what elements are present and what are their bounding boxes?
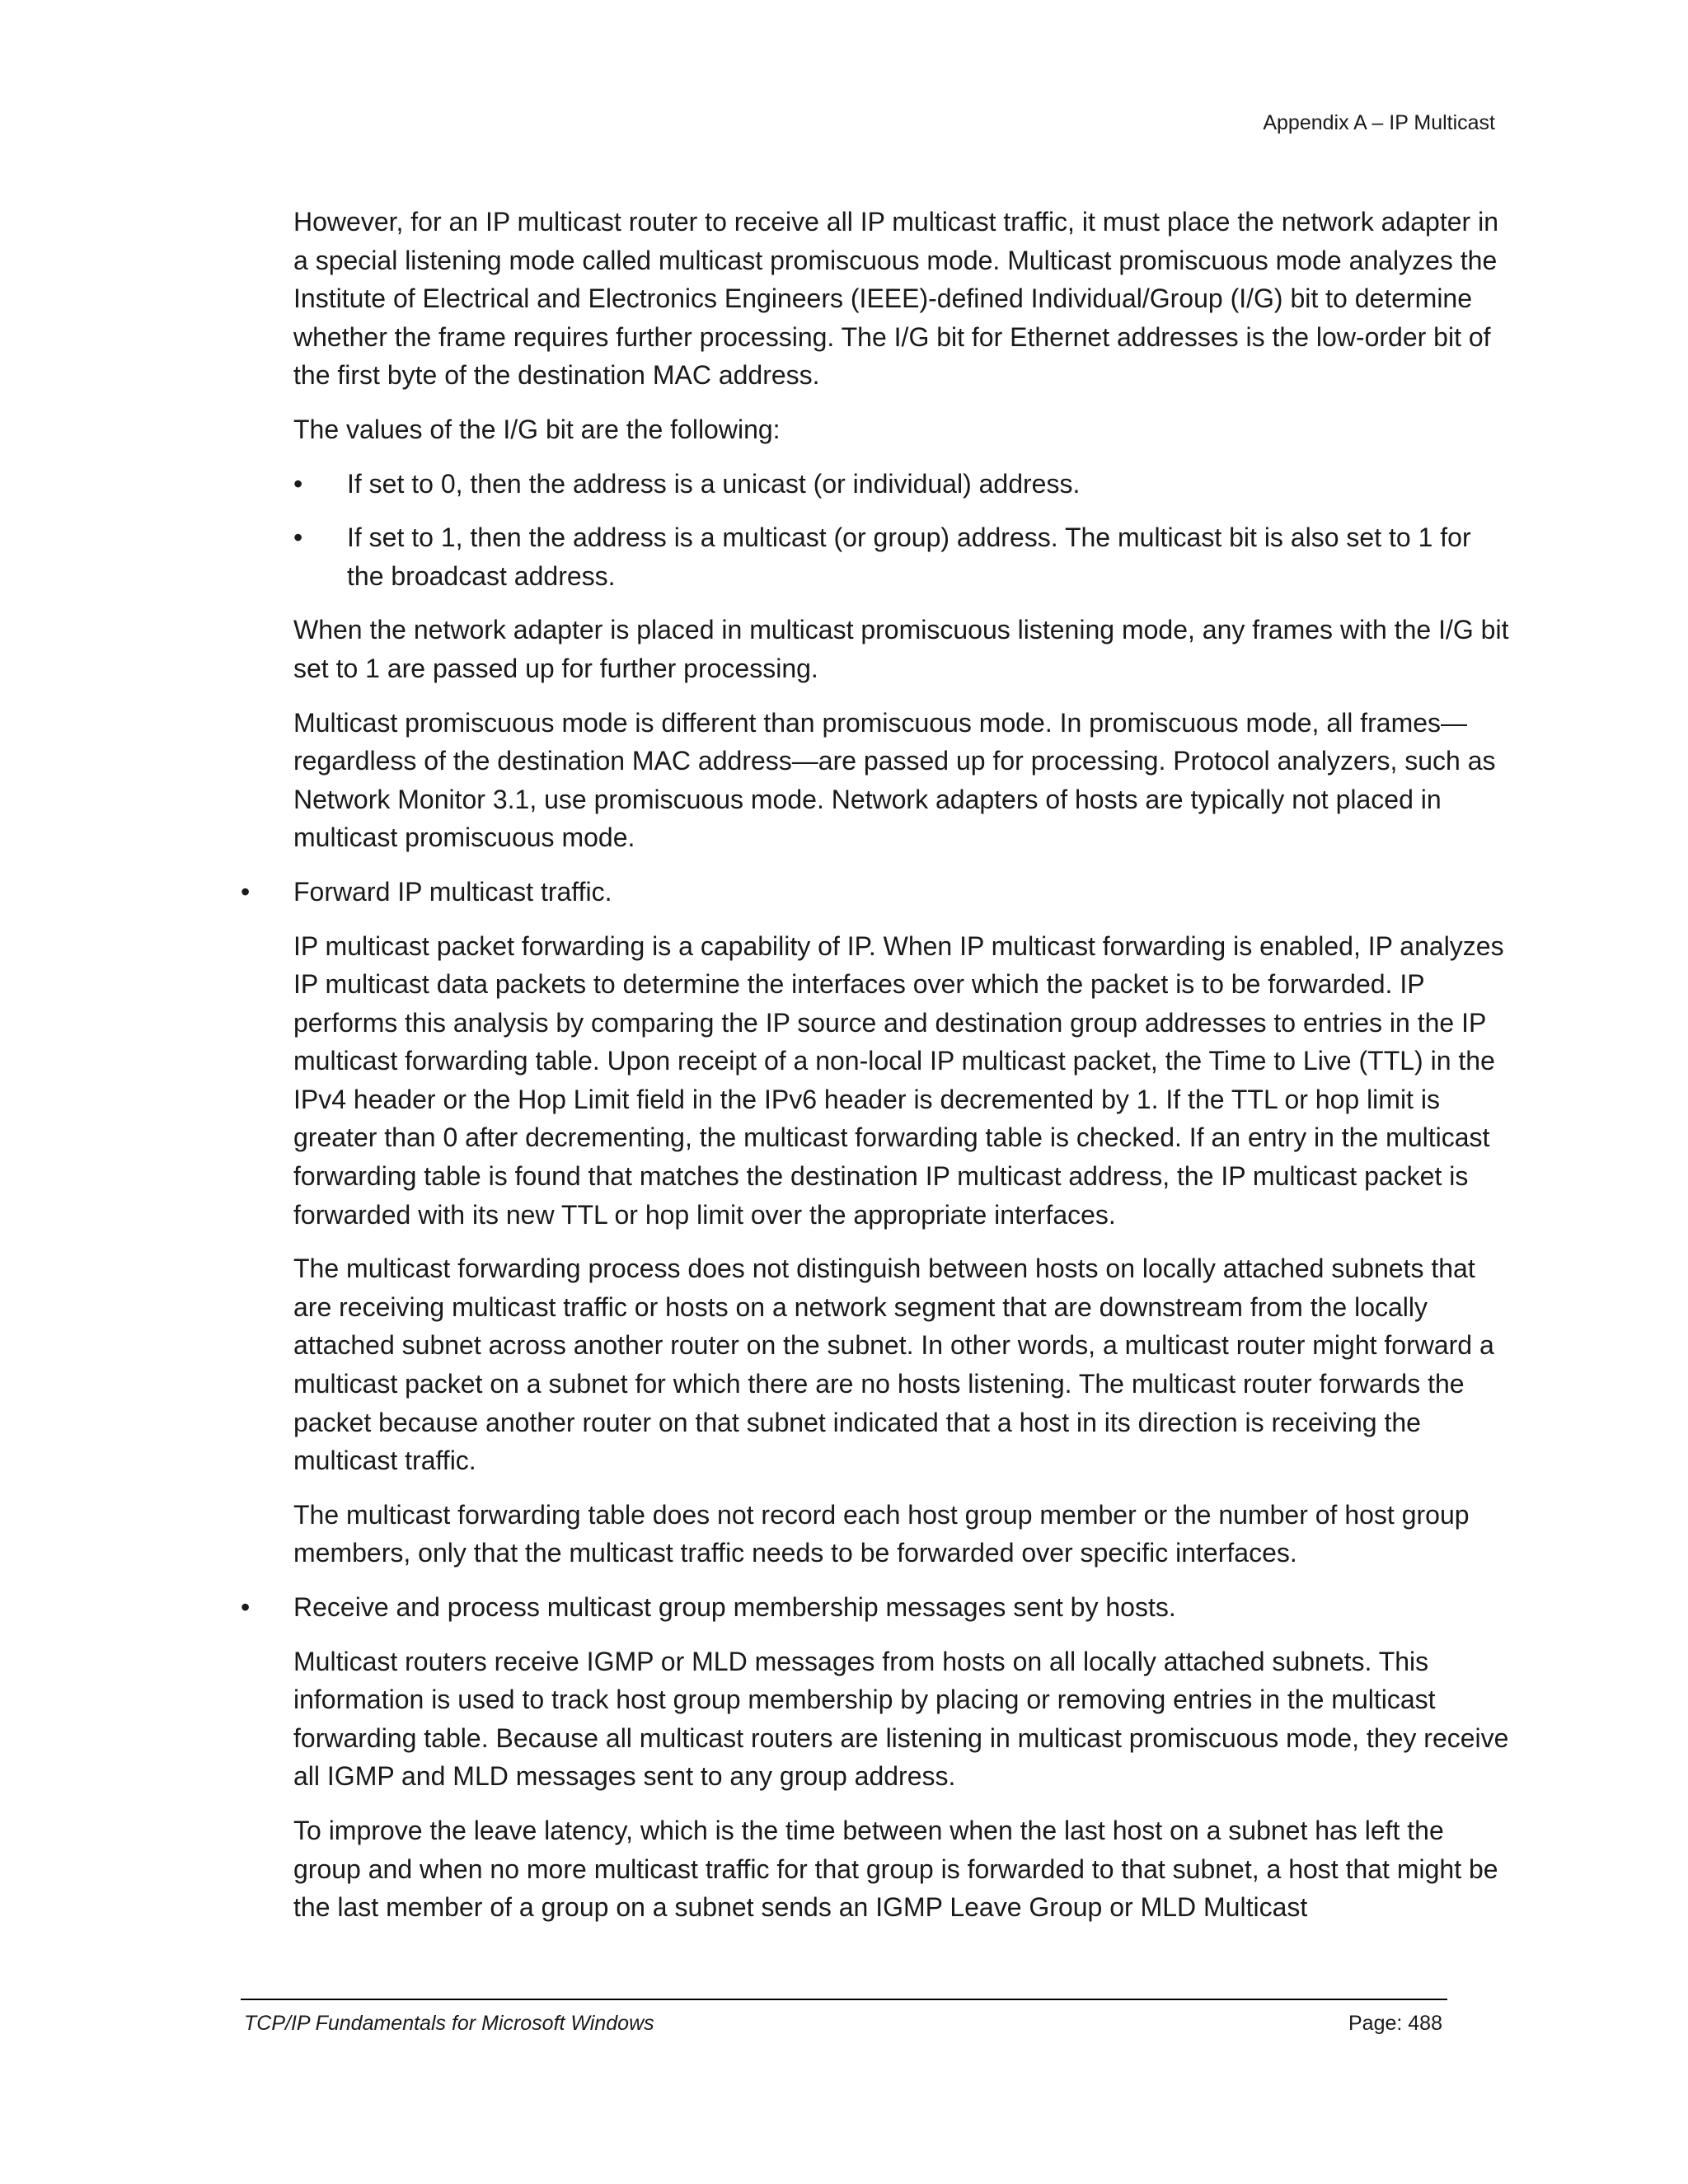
list-item-text: If set to 1, then the address is a multicast (or group) address. The multicast bit is also set to 1 for the broadcast address. bbox=[347, 523, 1471, 591]
paragraph-promiscuous-difference: Multicast promiscuous mode is different than promiscuous mode. In promiscuous mode, all frames—regardless of the destination MAC address—are passed up for processing. Protocol analyzers, such as Network Monitor 3.1, use promiscuous mode. Network adapters of hosts are typically not placed in multicast promiscuous mode. bbox=[293, 707, 1496, 853]
bullet-icon: • bbox=[241, 1592, 251, 1622]
bullet-icon: • bbox=[293, 523, 303, 553]
paragraph-ig-values-intro: The values of the I/G bit are the following: bbox=[293, 414, 781, 444]
list-item-receive-membership bbox=[241, 1588, 1514, 1627]
page-body bbox=[241, 203, 1514, 1943]
bullet-icon: • bbox=[293, 468, 303, 499]
list-item-text: Receive and process multicast group membership messages sent by hosts. bbox=[293, 1592, 1176, 1622]
paragraph-forwarding-table: The multicast forwarding table does not record each host group member or the number of host group members, only that the multicast traffic needs to be forwarded over specific interfaces. bbox=[293, 1499, 1470, 1568]
list-item-forward-traffic bbox=[241, 873, 1514, 912]
list-item-text: If set to 0, then the address is a unicast (or individual) address. bbox=[347, 468, 1081, 499]
footer-divider bbox=[241, 1999, 1447, 2000]
paragraph-leave-latency: To improve the leave latency, which is the time between when the last host on a subnet has left the group and when no more multicast traffic for that group is forwarded to that subnet, a host that might be the last member of a group on a subnet sends an IGMP Leave Group or MLD Multicast bbox=[293, 1815, 1498, 1923]
list-item-text: Forward IP multicast traffic. bbox=[293, 876, 612, 907]
footer-book-title: TCP/IP Fundamentals for Microsoft Windows bbox=[244, 2012, 654, 2035]
paragraph-listening-mode: When the network adapter is placed in multicast promiscuous listening mode, any frames with the I/G bit set to 1 are passed up for further processing. bbox=[293, 615, 1509, 683]
paragraph-igmp-mld-messages: Multicast routers receive IGMP or MLD messages from hosts on all locally attached subnets. This information is used to track host group membership by placing or removing entries in the multicast forwarding table. Because all multicast routers are listening in multicast promiscuous mode, they receive all IGMP and MLD messages sent to any group address. bbox=[293, 1646, 1509, 1792]
footer-page-number: Page: 488 bbox=[1348, 2012, 1442, 2035]
running-header: Appendix A – IP Multicast bbox=[1263, 111, 1495, 134]
list-item-ig-one bbox=[293, 518, 1514, 595]
bullet-icon: • bbox=[241, 876, 251, 907]
paragraph-forwarding-process: The multicast forwarding process does not distinguish between hosts on locally attached subnets that are receiving multicast traffic or hosts on a network segment that are downstream from the locally attached subnet across another router on the subnet. In other words, a multicast router might forward a multicast packet on a subnet for which there are no hosts listening. The multicast router forwards the packet because another router on that subnet indicated that a host in its direction is receiving the multicast traffic. bbox=[293, 1254, 1494, 1476]
paragraph-promiscuous-mode: However, for an IP multicast router to receive all IP multicast traffic, it must place the network adapter in a special listening mode called multicast promiscuous mode. Multicast promiscuous mode analyzes the Institute of Electrical and Electronics Engineers (IEEE)-defined Individual/Group (I/G) bit to determine whether the frame requires further processing. The I/G bit for Ethernet addresses is the low-order bit of the first byte of the destination MAC address. bbox=[293, 207, 1498, 391]
list-item-ig-zero bbox=[293, 465, 1514, 504]
paragraph-packet-forwarding: IP multicast packet forwarding is a capability of IP. When IP multicast forwarding is enabled, IP analyzes IP multicast data packets to determine the interfaces over which the packet is to be forwarded. IP performs this analysis by comparing the IP source and destination group addresses to entries in the IP multicast forwarding table. Upon receipt of a non-local IP multicast packet, the Time to Live (TTL) in the IPv4 header or the Hop Limit field in the IPv6 header is decremented by 1. If the TTL or hop limit is greater than 0 after decrementing, the multicast forwarding table is checked. If an entry in the multicast forwarding table is found that matches the destination IP multicast address, the IP multicast packet is forwarded with its new TTL or hop limit over the appropriate interfaces. bbox=[293, 930, 1504, 1230]
